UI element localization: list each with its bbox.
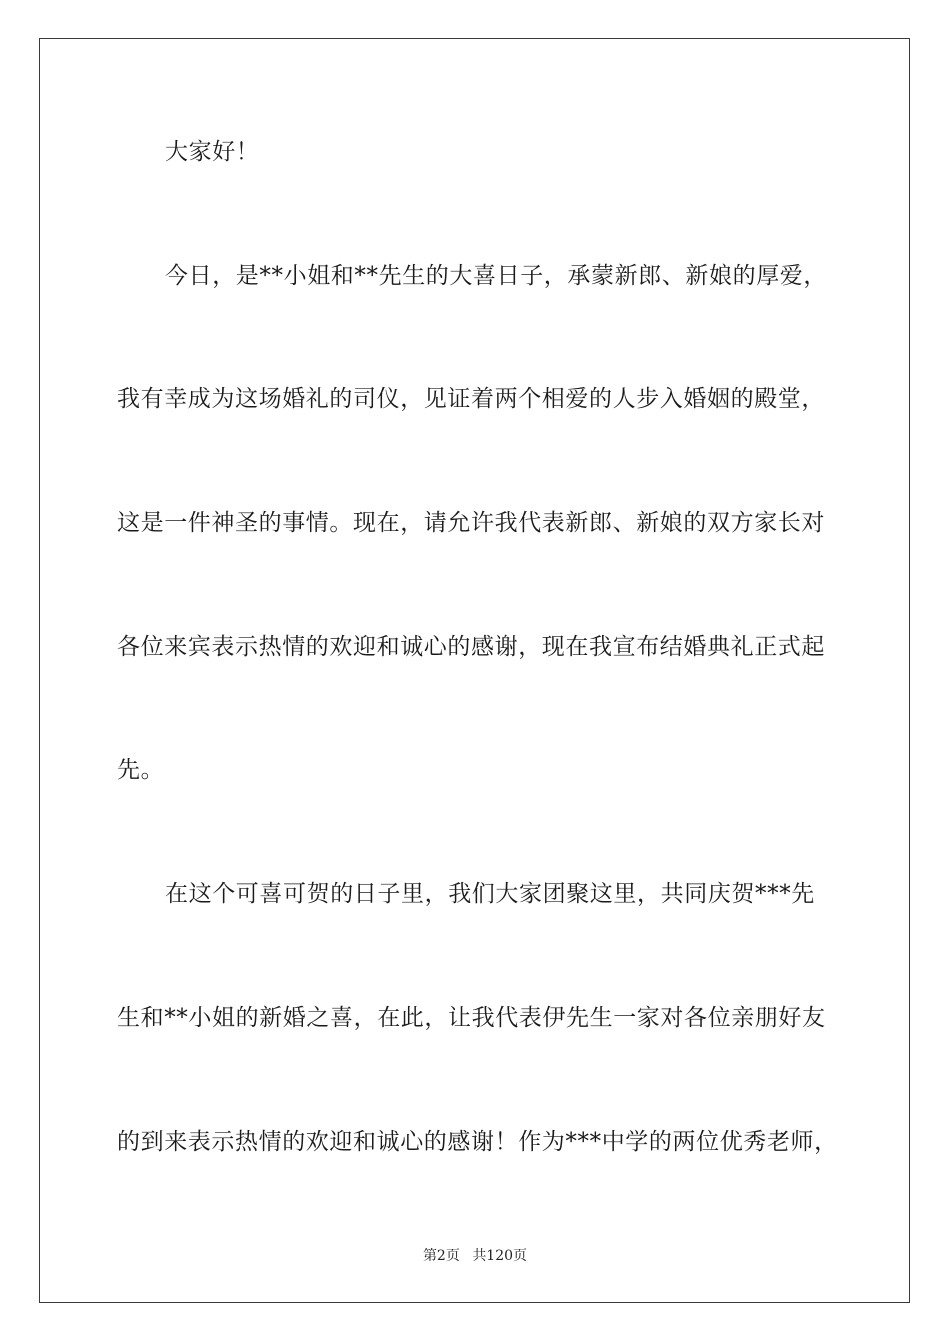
- greeting-line: 大家好！: [165, 139, 260, 165]
- body-line: 先。: [117, 757, 165, 783]
- page-total: 共120页: [472, 1248, 528, 1264]
- page-footer: [0, 1247, 950, 1265]
- body-line: 在这个可喜可贺的日子里，我们大家团聚这里，共同庆贺***先: [165, 881, 815, 907]
- body-line: 这是一件神圣的事情。现在，请允许我代表新郎、新娘的双方家长对: [117, 510, 825, 536]
- page-border: [39, 38, 910, 1303]
- page-number: 第2页: [422, 1248, 460, 1264]
- body-line: 我有幸成为这场婚礼的司仪，见证着两个相爱的人步入婚姻的殿堂，: [117, 386, 825, 412]
- body-line: 的到来表示热情的欢迎和诚心的感谢！作为***中学的两位优秀老师，: [117, 1129, 838, 1155]
- body-line: 生和**小姐的新婚之喜，在此，让我代表伊先生一家对各位亲朋好友: [117, 1005, 826, 1031]
- body-line: 今日，是**小姐和**先生的大喜日子，承蒙新郎、新娘的厚爱，: [165, 263, 827, 289]
- body-line: 各位来宾表示热情的欢迎和诚心的感谢，现在我宣布结婚典礼正式起: [117, 634, 825, 660]
